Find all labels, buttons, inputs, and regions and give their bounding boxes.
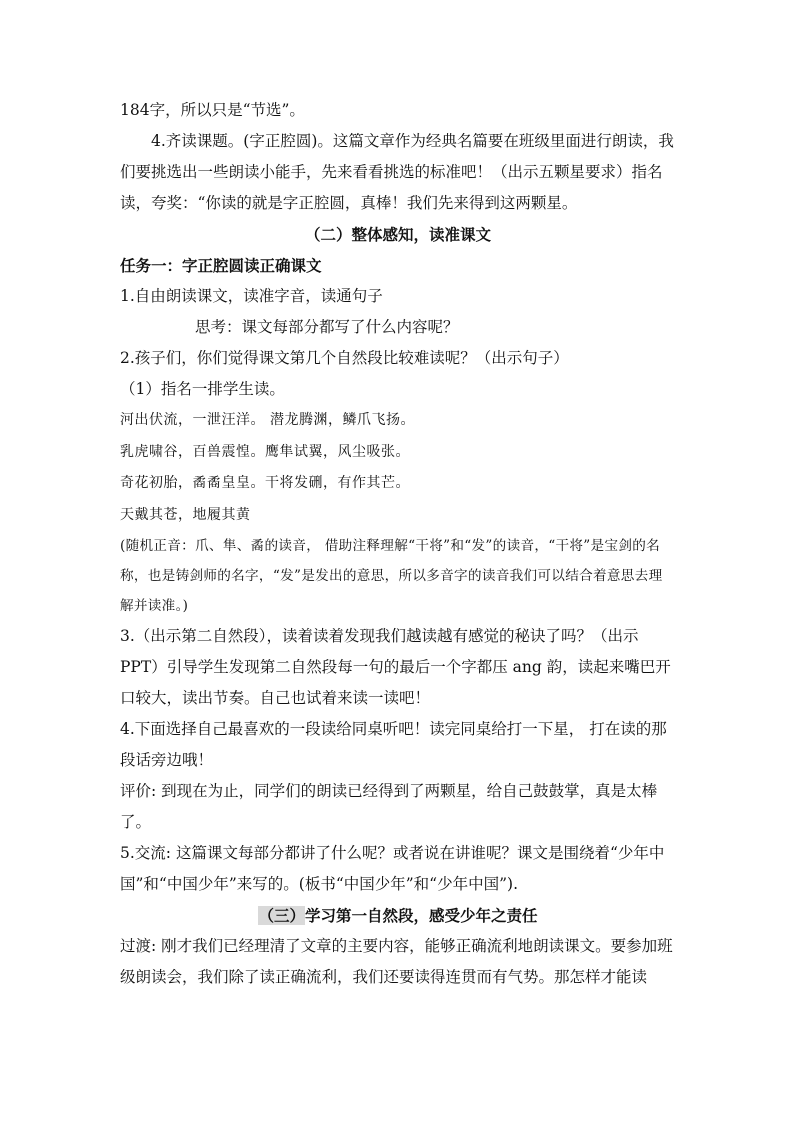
text-line: （1）指名一排学生读。: [120, 380, 285, 398]
text-line: 1.自由朗读课文，读准字音，读通句子: [120, 287, 383, 305]
heading-number-highlight: （三）: [258, 906, 305, 925]
text-line: 184字，所以只是“节选”。: [120, 101, 305, 119]
poem-line: 乳虎啸谷，百兽震惶。鹰隼试翼，风尘吸张。: [120, 443, 410, 460]
poem-line: 天戴其苍，地履其黄: [120, 506, 251, 523]
pronunciation-note: (随机正音：爪、隼、矞的读音， 借助注释理解“干将”和“发”的读音，“干将”是宝剑的名称，也是铸剑师的名字，“发”是发出的意思，所以多音字的读音我们可以结合着意思去理解并读准。): [120, 538, 663, 614]
poem-line: 奇花初胎，矞矞皇皇。干将发硎，有作其芒。: [120, 475, 410, 491]
text-paragraph: 5.交流: 这篇课文每部分都讲了什么呢？或者说在讲谁呢？课文是围绕着“少年中国”和“中国少年”来写的。(板书“中国少年”和“少年中国”).: [120, 844, 665, 893]
evaluation-paragraph: 评价: 到现在为止，同学们的朗读已经得到了两颗星，给自己鼓鼓掌，真是太棒了。: [120, 782, 658, 831]
text-paragraph: 3.（出示第二自然段），读着读着发现我们越读越有感觉的秘诀了吗？（出示PPT）引导学生发现第二自然段每一句的最后一个字都压 ang 韵，读起来嘴巴开口较大，读出节奏。自己也试着来读一读吧！: [120, 627, 671, 707]
transition-paragraph: 过渡: 刚才我们已经理清了文章的主要内容，能够正确流利地朗读课文。要参加班级朗读会，我们除了读正确流利，我们还要读得连贯而有气势。那怎样才能读: [120, 937, 673, 986]
heading-text: 学习第一自然段，感受少年之责任: [305, 906, 538, 925]
text-line: 2.孩子们，你们觉得课文第几个自然段比较难读呢？（出示句子）: [120, 349, 569, 367]
document-page: [120, 95, 676, 993]
task-heading-1: 任务一：字正腔圆读正确课文: [120, 256, 322, 275]
section-heading-2: （二）整体感知，读准课文: [304, 225, 491, 244]
text-paragraph: 4.下面选择自己最喜欢的一段读给同桌听吧！读完同桌给打一下星， 打在读的那段话旁边哦！: [120, 720, 667, 769]
text-line: 思考：课文每部分都写了什么内容呢？: [195, 318, 459, 336]
text-paragraph: 4.齐读课题。(字正腔圆)。这篇文章作为经典名篇要在班级里面进行朗读，我们要挑选出一些朗读小能手，先来看看挑选的标准吧！（出示五颗星要求）指名读，夸奖：“你读的就是字正腔圆，真棒！我们先来得到这两颗星。: [120, 132, 674, 212]
section-heading-3: [120, 900, 676, 931]
poem-line: 河出伏流，一泄汪洋。 潜龙腾渊，鳞爪飞扬。: [120, 412, 415, 428]
